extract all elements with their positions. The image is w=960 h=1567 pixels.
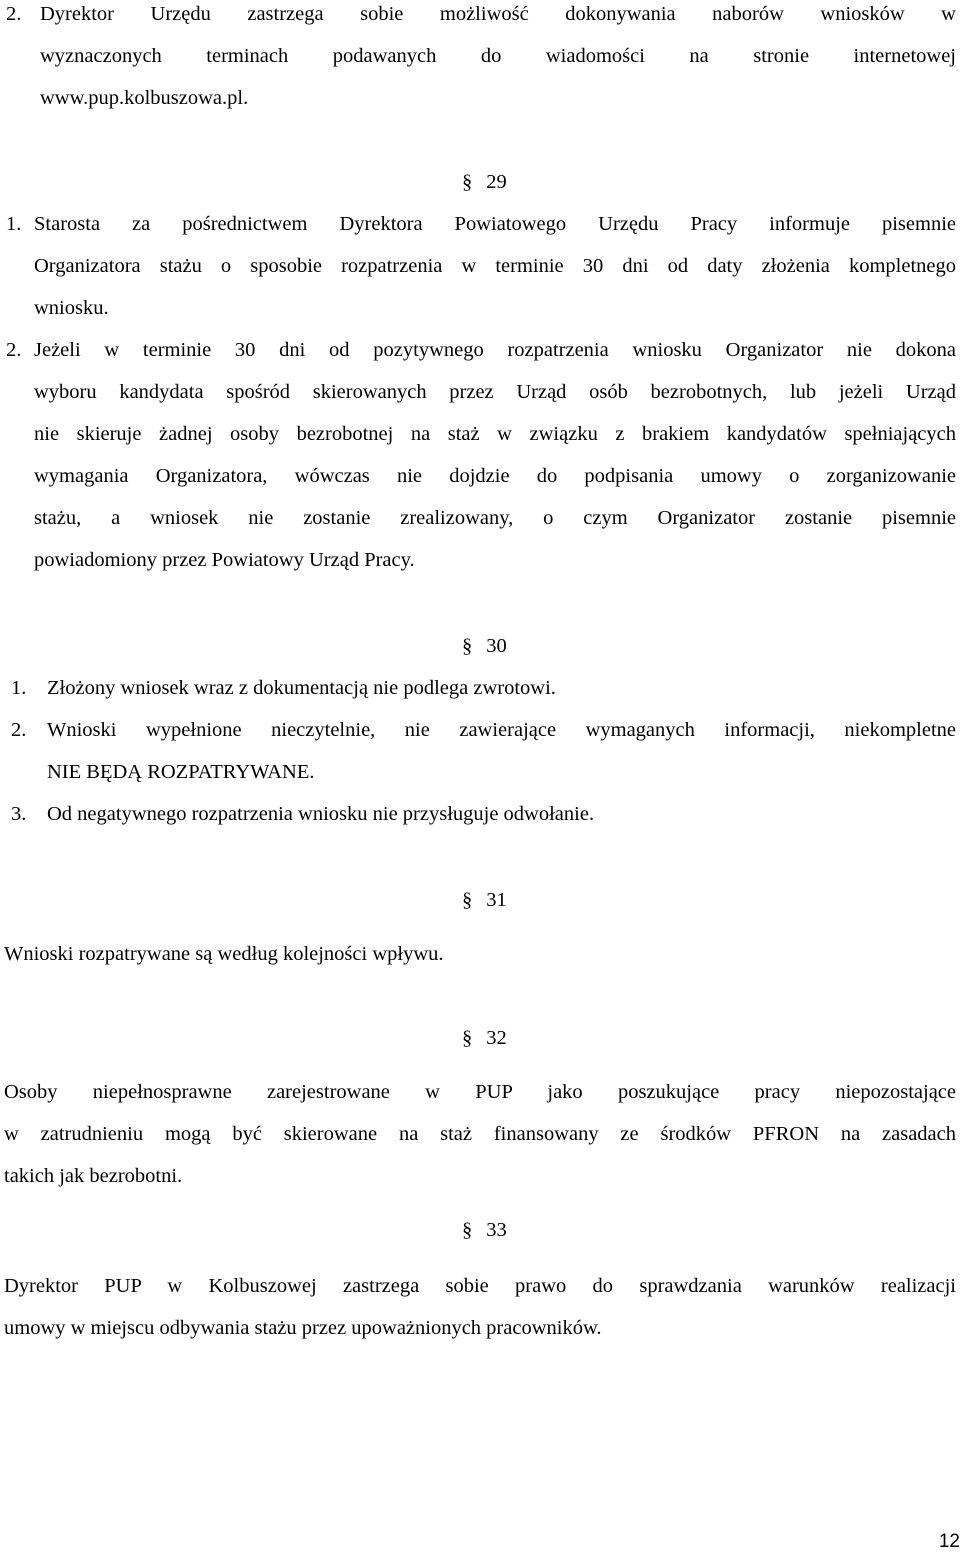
section-number: 32 (486, 1027, 507, 1049)
text-line: takich jak bezrobotni. (4, 1165, 183, 1187)
item-number: 1. (6, 213, 22, 235)
text-line: Wnioski wypełnione nieczytelnie, nie zawierające wymaganych informacji, niekompletne (47, 719, 956, 741)
section-number: 30 (486, 635, 507, 657)
text-line: nie skieruje żadnej osoby bezrobotnej na staż w związku z brakiem kandydatów spełniających (34, 423, 956, 445)
text-line: Organizatora stażu o sposobie rozpatrzenia w terminie 30 dni od daty złożenia kompletnego (34, 255, 956, 277)
text-line: Od negatywnego rozpatrzenia wniosku nie przysługuje odwołanie. (47, 803, 595, 825)
section-heading-30 (462, 632, 507, 660)
section-number: 29 (486, 171, 507, 193)
section-number: 31 (486, 889, 507, 911)
text-line: NIE BĘDĄ ROZPATRYWANE. (47, 761, 315, 783)
text-line: powiadomiony przez Powiatowy Urząd Pracy. (34, 549, 415, 571)
section-symbol: § (462, 1027, 473, 1049)
section-symbol: § (462, 635, 473, 657)
text-line: Jeżeli w terminie 30 dni od pozytywnego rozpatrzenia wniosku Organizator nie dokona (34, 339, 956, 361)
text-line: wyznaczonych terminach podawanych do wiadomości na stronie internetowej (40, 45, 956, 67)
section-symbol: § (462, 171, 473, 193)
page-number: 12 (938, 1531, 960, 1552)
section-heading-29 (462, 168, 507, 196)
section-heading-31 (462, 886, 507, 914)
text-line: Osoby niepełnosprawne zarejestrowane w PUP jako poszukujące pracy niepozostające (4, 1081, 956, 1103)
item-number: 2. (6, 3, 22, 25)
text-line: wniosku. (34, 297, 109, 319)
item-number: 3. (11, 803, 27, 825)
text-line: wymagania Organizatora, wówczas nie dojdzie do podpisania umowy o zorganizowanie (34, 465, 956, 487)
text-line: Wnioski rozpatrywane są według kolejności wpływu. (4, 943, 444, 965)
text-line: stażu, a wniosek nie zostanie zrealizowany, o czym Organizator zostanie pisemnie (34, 507, 956, 529)
section-symbol: § (462, 1219, 473, 1241)
link-text[interactable]: www.pup.kolbuszowa.pl. (40, 87, 249, 109)
text-line: wyboru kandydata spośród skierowanych przez Urząd osób bezrobotnych, lub jeżeli Urząd (34, 381, 956, 403)
item-number: 2. (11, 719, 27, 741)
section-symbol: § (462, 889, 473, 911)
text-line: Dyrektor Urzędu zastrzega sobie możliwość dokonywania naborów wniosków w (40, 3, 956, 25)
text-line: Dyrektor PUP w Kolbuszowej zastrzega sobie prawo do sprawdzania warunków realizacji (4, 1275, 956, 1297)
section-heading-33 (462, 1216, 507, 1244)
text-line: Starosta za pośrednictwem Dyrektora Powiatowego Urzędu Pracy informuje pisemnie (34, 213, 956, 235)
section-heading-32 (462, 1024, 507, 1052)
text-line: umowy w miejscu odbywania stażu przez upoważnionych pracowników. (4, 1317, 602, 1339)
section-number: 33 (486, 1219, 507, 1241)
item-number: 1. (11, 677, 27, 699)
text-line: w zatrudnieniu mogą być skierowane na staż finansowany ze środków PFRON na zasadach (4, 1123, 956, 1145)
item-number: 2. (6, 339, 22, 361)
text-line: Złożony wniosek wraz z dokumentacją nie podlega zwrotowi. (47, 677, 556, 699)
